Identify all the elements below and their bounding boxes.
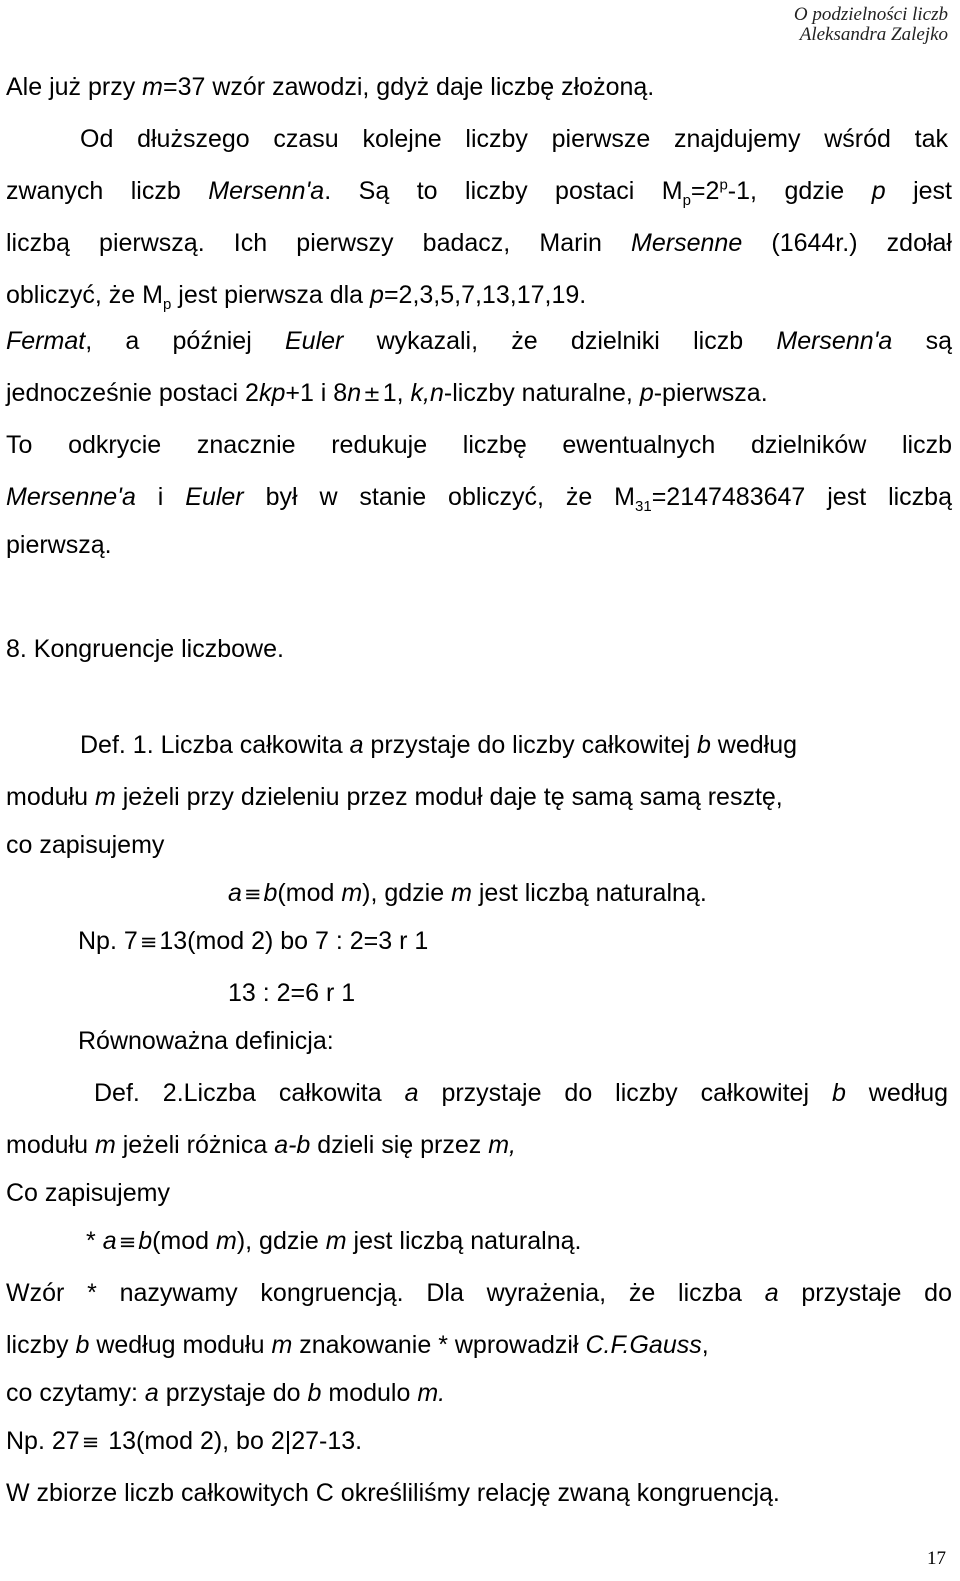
section-heading: 8. Kongruencje liczbowe. [6,635,284,663]
text-line-7: jednocześnie postaci 2kp+1 i 8n±1, k,n-liczby naturalne, p-pierwsza. [6,379,768,407]
text-line-23: liczby b według modułu m znakowanie * wprowadził C.F.Gauss, [6,1331,709,1359]
text-line-8: To odkrycie znacznie redukuje liczbę ewentualnych dzielników liczb [6,431,952,459]
text-line-20: Co zapisujemy [6,1179,170,1207]
text-line-17: Równoważna definicja: [78,1027,334,1055]
text-line-10: pierwszą. [6,531,112,559]
text-line-1: Ale już przy m=37 wzór zawodzi, gdyż daje liczbę złożoną. [6,73,655,101]
example-line-1: Np. 7≡13(mod 2) bo 7 : 2=3 r 1 [78,927,429,955]
example-line-3: Np. 27≡ 13(mod 2), bo 2|27-13. [6,1427,363,1455]
text-line-4: liczbą pierwszą. Ich pierwszy badacz, Marin Mersenne (1644r.) zdołał [6,229,952,257]
text-line-5: obliczyć, że $M_p$ jest pierwsza dla p=2,3,5,7,13,17,19. [6,281,587,313]
text-line-19: modułu m jeżeli różnica a-b dzieli się przez m, [6,1131,516,1159]
text-line-26: W zbiorze liczb całkowitych C określiliśmy relację zwaną kongruencją. [6,1479,780,1507]
header-title: O podzielności liczb [793,4,948,25]
text-line-11: Def. 1. Liczba całkowita a przystaje do liczby całkowitej b według [80,731,798,759]
text-line-2: Od dłuższego czasu kolejne liczby pierwsze znajdujemy wśród tak [80,125,948,153]
formula-line-2: * a≡b(mod m), gdzie m jest liczbą naturalną. [86,1227,582,1255]
text-line-24: co czytamy: a przystaje do b modulo m. [6,1379,446,1407]
text-line-12: modułu m jeżeli przy dzieleniu przez moduł daje tę samą samą resztę, [6,783,783,811]
example-line-2: 13 : 2=6 r 1 [228,979,356,1007]
page-number: 17 [927,1548,946,1569]
text-line-9: Mersenne'a i Euler był w stanie obliczyć, że $M_{31}=2147483647$ jest liczbą [6,483,952,515]
formula-line-1: a≡b(mod m), gdzie m jest liczbą naturalną. [228,879,707,907]
text-line-3: zwanych liczb Mersenn'a. Są to liczby postaci $M_p=2^p-1$, gdzie p jest [6,176,952,209]
text-line-13: co zapisujemy [6,831,165,859]
text-line-22: Wzór * nazywamy kongruencją. Dla wyrażenia, że liczba a przystaje do [6,1279,952,1307]
text-line-18: Def. 2.Liczba całkowita a przystaje do liczby całkowitej b według [94,1079,949,1107]
text-line-6: Fermat, a później Euler wykazali, że dzielniki liczb Mersenn'a są [6,327,952,355]
header-author: Aleksandra Zalejko [799,24,948,45]
